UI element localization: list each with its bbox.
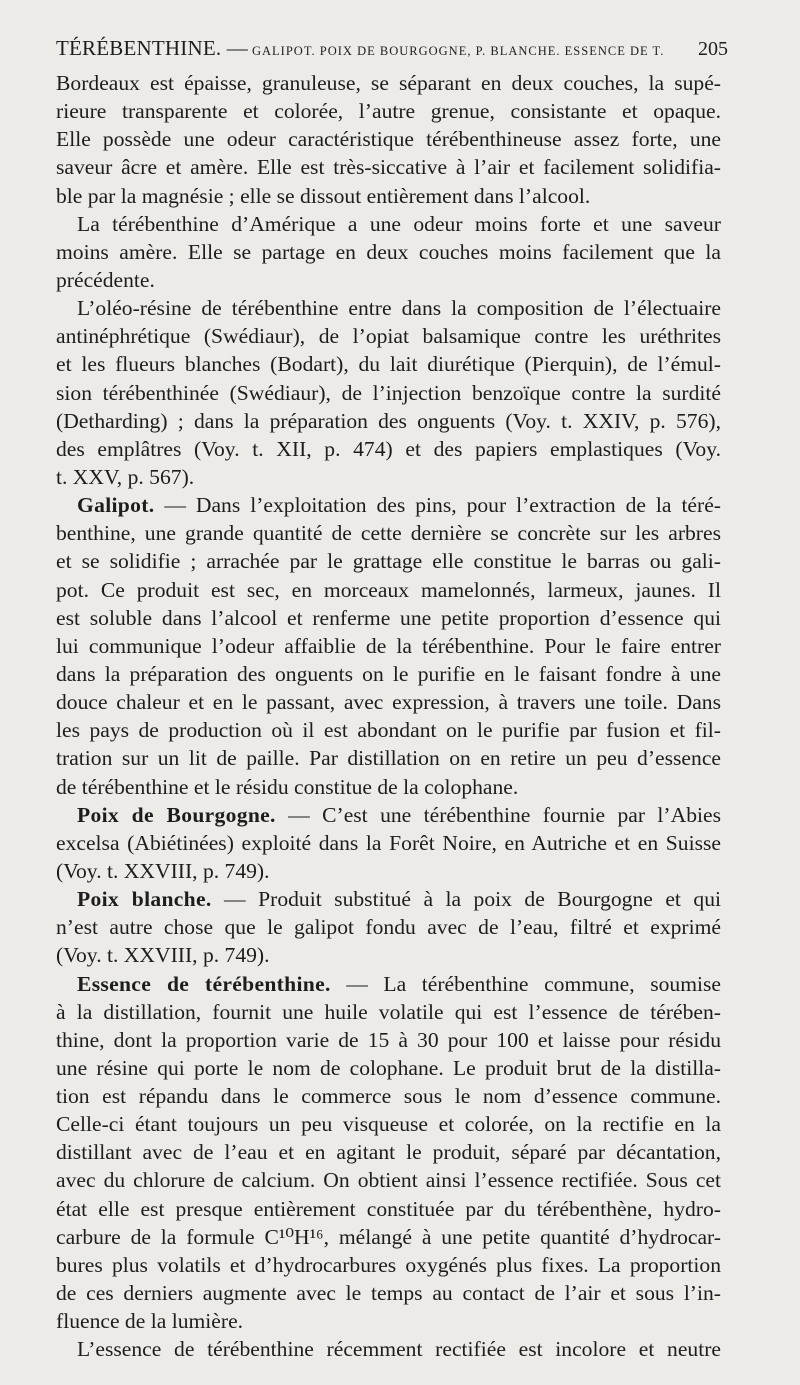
line-text: douce chaleur et en le passant, avec expression, à travers une toile. Dans bbox=[56, 690, 721, 715]
section-heading: Essence de térébenthine. bbox=[77, 971, 331, 996]
text-line bbox=[56, 970, 721, 998]
text-line bbox=[56, 266, 721, 294]
text-line bbox=[56, 1279, 721, 1307]
line-text: tion est répandu dans le commerce sous le nom d’essence commune. bbox=[56, 1084, 721, 1109]
line-text: saveur âcre et amère. Elle est très-siccative à l’air et facilement solidifia- bbox=[56, 155, 721, 180]
line-text: carbure de la formule C¹⁰H¹⁶, mélangé à une petite quantité d’hydrocar- bbox=[56, 1224, 721, 1249]
line-text: des emplâtres (Voy. t. XII, p. 474) et des papiers emplastiques (Voy. bbox=[56, 436, 721, 461]
line-text: (Voy. t. XXVIII, p. 749). bbox=[56, 943, 270, 968]
text-line bbox=[56, 716, 721, 744]
text-line bbox=[56, 1166, 721, 1194]
text-line bbox=[56, 632, 721, 660]
text-line bbox=[56, 182, 721, 210]
line-text: (Voy. t. XXVIII, p. 749). bbox=[56, 858, 270, 883]
text-line bbox=[56, 660, 721, 688]
text-line bbox=[56, 913, 721, 941]
text-line bbox=[56, 829, 721, 857]
text-line bbox=[56, 857, 721, 885]
line-text: à la distillation, fournit une huile volatile qui est l’essence de térében- bbox=[56, 999, 721, 1024]
text-line bbox=[56, 322, 721, 350]
text-line bbox=[56, 1082, 721, 1110]
text-line bbox=[56, 125, 721, 153]
text-line bbox=[56, 941, 721, 969]
line-text: lui communique l’odeur affaiblie de la térébenthine. Pour le faire entrer bbox=[56, 633, 721, 658]
text-line bbox=[56, 1251, 721, 1279]
text-line bbox=[56, 491, 721, 519]
line-text: — Dans l’exploitation des pins, pour l’extraction de la téré- bbox=[154, 493, 721, 518]
text-line bbox=[56, 1335, 721, 1363]
section-heading: Poix blanche. bbox=[77, 887, 212, 912]
text-line bbox=[56, 1110, 721, 1138]
text-line bbox=[56, 801, 721, 829]
text-line bbox=[56, 1307, 721, 1335]
text-line bbox=[56, 1195, 721, 1223]
line-text: et se solidifie ; arrachée par le grattage elle constitue le barras ou gali- bbox=[56, 549, 721, 574]
text-line bbox=[56, 604, 721, 632]
text-line bbox=[56, 238, 721, 266]
text-line bbox=[56, 1054, 721, 1082]
line-text: — La térébenthine commune, soumise bbox=[330, 971, 721, 996]
text-line bbox=[56, 744, 721, 772]
section-heading: Galipot. bbox=[77, 493, 155, 518]
line-text: distillant avec de l’eau et en agitant le produit, séparé par décantation, bbox=[56, 1140, 721, 1165]
line-text: L’essence de térébenthine récemment rectifiée est incolore et neutre bbox=[77, 1337, 721, 1362]
line-text: L’oléo-résine de térébenthine entre dans la composition de l’électuaire bbox=[77, 296, 721, 321]
line-text: pot. Ce produit est sec, en morceaux mamelonnés, larmeux, jaunes. Il bbox=[56, 577, 721, 602]
header-title: TÉRÉBENTHINE. — bbox=[56, 36, 248, 60]
line-text: La térébenthine d’Amérique a une odeur moins forte et une saveur bbox=[77, 211, 721, 236]
body-text bbox=[56, 69, 721, 1363]
text-line bbox=[56, 998, 721, 1026]
text-line bbox=[56, 688, 721, 716]
line-text: bures plus volatils et d’hydrocarbures oxygénés plus fixes. La proportion bbox=[56, 1252, 721, 1277]
line-text: tration sur un lit de paille. Par distillation on en retire un peu d’essence bbox=[56, 746, 721, 771]
line-text: et les flueurs blanches (Bodart), du lait diurétique (Pierquin), de l’émul- bbox=[56, 352, 721, 377]
text-line bbox=[56, 435, 721, 463]
line-text: est soluble dans l’alcool et renferme une petite proportion d’essence qui bbox=[56, 605, 721, 630]
line-text: Bordeaux est épaisse, granuleuse, se séparant en deux couches, la supé- bbox=[56, 71, 721, 95]
text-line bbox=[56, 773, 721, 801]
line-text: ble par la magnésie ; elle se dissout entièrement dans l’alcool. bbox=[56, 183, 591, 208]
line-text: fluence de la lumière. bbox=[56, 1309, 244, 1334]
line-text: avec du chlorure de calcium. On obtient ainsi l’essence rectifiée. Sous cet bbox=[56, 1168, 721, 1193]
line-text: de térébenthine et le résidu constitue de la colophane. bbox=[56, 774, 519, 799]
line-text: — C’est une térébenthine fournie par l’Abies bbox=[275, 802, 721, 827]
line-text: sion térébenthinée (Swédiaur), de l’injection benzoïque contre la surdité bbox=[56, 380, 721, 405]
header-left bbox=[56, 36, 664, 61]
text-line bbox=[56, 69, 721, 97]
text-line bbox=[56, 153, 721, 181]
line-text: état elle est presque entièrement constituée par du térébenthène, hydro- bbox=[56, 1196, 721, 1221]
text-line bbox=[56, 885, 721, 913]
text-line bbox=[56, 1223, 721, 1251]
line-text: benthine, une grande quantité de cette dernière se concrète sur les arbres bbox=[56, 521, 721, 546]
line-text: t. XXV, p. 567). bbox=[56, 464, 195, 489]
line-text: dans la préparation des onguents on le purifie en le faisant fondre à une bbox=[56, 661, 721, 686]
text-line bbox=[56, 519, 721, 547]
text-line bbox=[56, 294, 721, 322]
line-text: n’est autre chose que le galipot fondu avec de l’eau, filtré et exprimé bbox=[56, 915, 721, 940]
line-text: (Detharding) ; dans la préparation des onguents (Voy. t. XXIV, p. 576), bbox=[56, 408, 721, 433]
line-text: rieure transparente et colorée, l’autre grenue, consistante et opaque. bbox=[56, 99, 721, 124]
section-heading: Poix de Bourgogne. bbox=[77, 802, 276, 827]
text-line bbox=[56, 379, 721, 407]
running-header bbox=[56, 36, 728, 61]
text-line bbox=[56, 407, 721, 435]
text-line bbox=[56, 547, 721, 575]
line-text: Celle-ci étant toujours un peu visqueuse et colorée, on la rectifie en la bbox=[56, 1112, 721, 1137]
page-number: 205 bbox=[698, 38, 728, 60]
line-text: de ces derniers augmente avec le temps au contact de l’air et sous l’in- bbox=[56, 1281, 721, 1306]
line-text: antinéphrétique (Swédiaur), de l’opiat balsamique contre les uréthrites bbox=[56, 324, 721, 349]
text-line bbox=[56, 463, 721, 491]
line-text: excelsa (Abiétinées) exploité dans la Forêt Noire, en Autriche et en Suisse bbox=[56, 830, 721, 855]
line-text: une résine qui porte le nom de colophane. Le produit brut de la distilla- bbox=[56, 1055, 721, 1080]
header-subtitle: GALIPOT. POIX DE BOURGOGNE, P. BLANCHE. ESSENCE DE T. bbox=[251, 44, 665, 58]
line-text: thine, dont la proportion varie de 15 à 30 pour 100 et laisse pour résidu bbox=[56, 1027, 721, 1052]
text-line bbox=[56, 1026, 721, 1054]
line-text: précédente. bbox=[56, 267, 155, 292]
line-text: les pays de production où il est abondant on le purifie par fusion et fil- bbox=[56, 718, 721, 743]
line-text: — Produit substitué à la poix de Bourgogne et qui bbox=[211, 887, 721, 912]
text-line bbox=[56, 576, 721, 604]
text-line bbox=[56, 350, 721, 378]
line-text: Elle possède une odeur caractéristique térébenthineuse assez forte, une bbox=[56, 127, 721, 152]
text-line bbox=[56, 210, 721, 238]
line-text: moins amère. Elle se partage en deux couches moins facilement que la bbox=[56, 239, 721, 264]
text-line bbox=[56, 97, 721, 125]
text-line bbox=[56, 1138, 721, 1166]
